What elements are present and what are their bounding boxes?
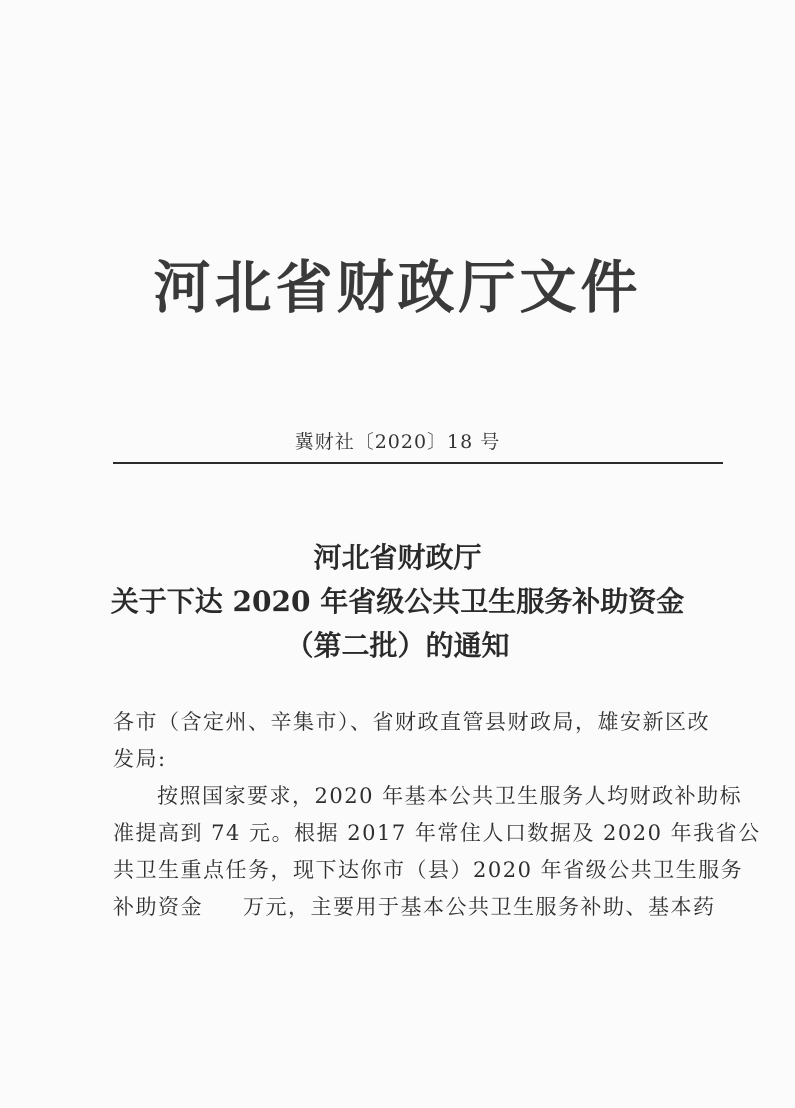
paragraph-line-3: 共卫生重点任务，现下达你市（县）2020 年省级公共卫生服务 (113, 858, 744, 882)
document-number: 冀财社〔2020〕18 号 (294, 431, 501, 453)
addressee-line-2: 发局: (113, 747, 167, 771)
document-header-title: 河北省财政厅文件 (153, 255, 642, 321)
paragraph-line-2: 准提高到 74 元。根据 2017 年常住人口数据及 2020 年我省公 (113, 821, 761, 845)
header-divider-line (113, 462, 723, 464)
notice-title-line-2: 关于下达 2020 年省级公共卫生服务补助资金 (110, 585, 685, 618)
notice-title (0, 536, 795, 668)
paragraph-line-4-end: 万元，主要用于基本公共卫生服务补助、基本药 (243, 895, 716, 919)
paragraph-line-1 (113, 778, 743, 815)
notice-title-line-3: （第二批）的通知 (285, 629, 510, 662)
addressee-line-1: 各市（含定州、辛集市）、省财政直管县财政局，雄安新区改 (113, 710, 710, 734)
paragraph-line-1-text: 按照国家要求，2020 年基本公共卫生服务人均财政补助标 (157, 784, 743, 808)
paragraph-line-4 (113, 889, 716, 926)
notice-title-line-1: 河北省财政厅 (313, 541, 482, 574)
paragraph-line-4-start: 补助资金 (113, 895, 203, 919)
notice-body (113, 704, 761, 926)
